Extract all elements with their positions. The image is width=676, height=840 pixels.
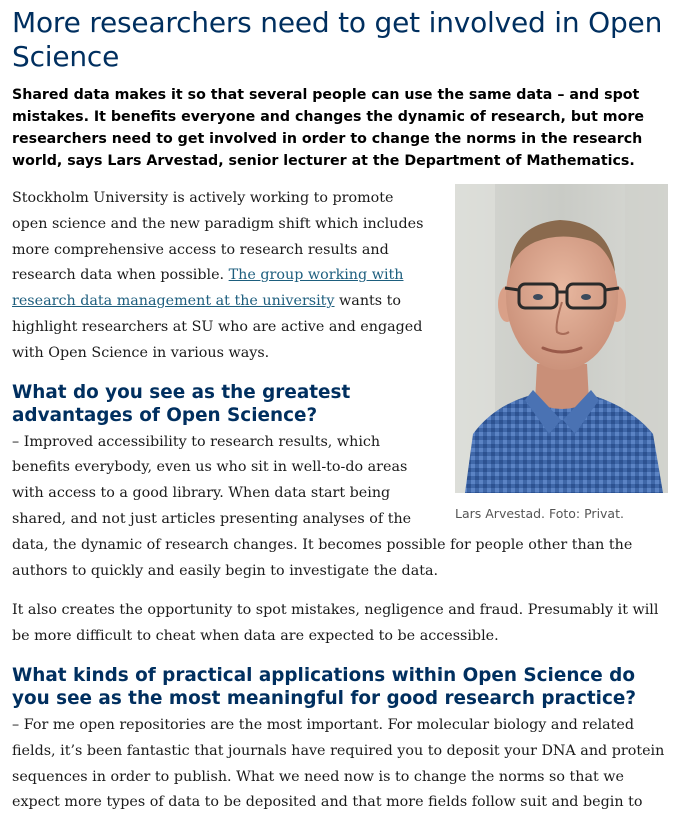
portrait-illustration bbox=[455, 184, 668, 493]
portrait-photo bbox=[455, 184, 668, 493]
article-title: More researchers need to get involved in Open Science bbox=[12, 6, 663, 73]
portrait-figure bbox=[455, 184, 668, 523]
intro-text-before-link: Stockholm University is actively working to promote open science and the new paradigm shift which includes more comprehensive access to research results and research data when possible. bbox=[12, 190, 424, 284]
question-2-heading: What kinds of practical applications within Open Science do you see as the most meaningful for good research practice? bbox=[12, 664, 636, 709]
question-2-answer-paragraph-1: – For me open repositories are the most important. For molecular biology and related fields, it’s been fantastic that journals have required you to deposit your DNA and protein sequences in order to publish. What we need now is to change the norms so that we expect more types of data to be deposited and that more fields follow suit and begin to bbox=[12, 716, 665, 811]
article-lead: Shared data makes it so that several people can use the same data – and spot mistakes. It benefits everyone and changes the dynamic of research, but more researchers need to get involved in order to change the norms in the research world, says Lars Arvestad, senior lecturer at the Department of Mathematics. bbox=[12, 87, 644, 169]
research-data-group-link[interactable]: The group working with research data management at the university bbox=[12, 267, 404, 310]
intro-text-after-link: wants to highlight researchers at SU who are active and engaged with Open Science in various ways. bbox=[12, 293, 423, 361]
photo-caption: Lars Arvestad. Foto: Privat. bbox=[455, 506, 624, 521]
article bbox=[12, 0, 668, 816]
question-1-answer-paragraph-1: – Improved accessibility to research results, which benefits everybody, even us who sit in well-to-do areas with access to a good library. When data start being shared, and not just articles presenting analyses of the data, the dynamic of research changes. It becomes possible for people other than the authors to quickly and easily begin to investigate the data. bbox=[12, 433, 633, 579]
question-1-heading: What do you see as the greatest advantages of Open Science? bbox=[12, 381, 351, 426]
question-1-answer-paragraph-2: It also creates the opportunity to spot mistakes, negligence and fraud. Presumably it will be more difficult to cheat when data are expected to be accessible. bbox=[12, 602, 659, 645]
